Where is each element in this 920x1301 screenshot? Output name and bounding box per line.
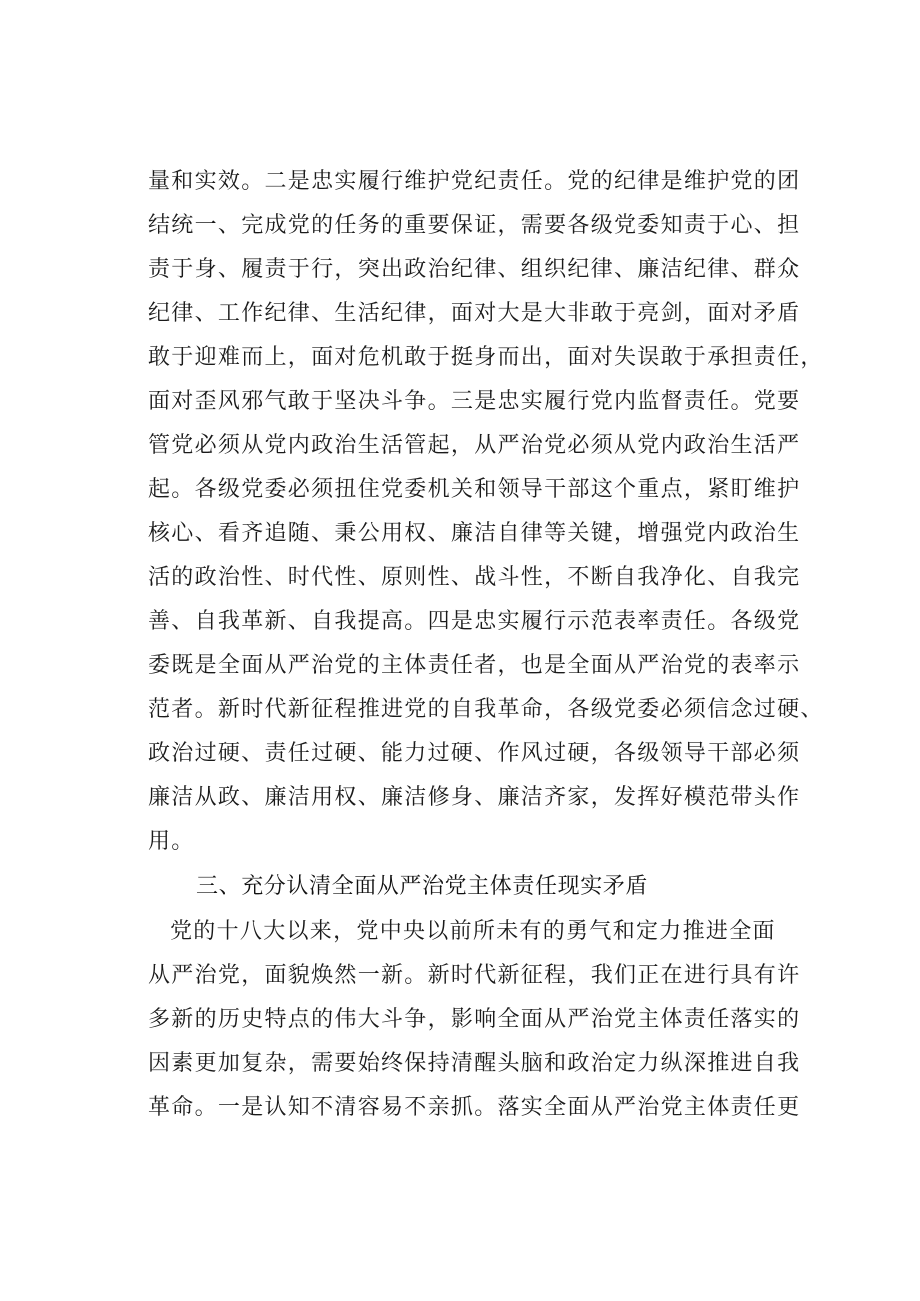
text-line: 范者。新时代新征程推进党的自我革命，各级党委必须信念过硬、	[148, 697, 824, 722]
paragraph-2	[148, 910, 828, 1130]
text-line: 多新的历史特点的伟大斗争，影响全面从严治党主体责任落实的	[148, 1007, 801, 1032]
text-line: 党的十八大以来，党中央以前所未有的勇气和定力推进全面	[170, 919, 776, 944]
text-line: 敢于迎难而上，面对危机敢于挺身而出，面对失误敢于承担责任，	[148, 345, 824, 370]
text-line: 用。	[148, 829, 195, 854]
text-line: 从严治党，面貌焕然一新。新时代新征程，我们正在进行具有许	[148, 963, 801, 988]
text-line: 责于身、履责于行，突出政治纪律、组织纪律、廉洁纪律、群众	[148, 257, 801, 282]
text-line: 委既是全面从严治党的主体责任者，也是全面从严治党的表率示	[148, 653, 801, 678]
text-line: 因素更加复杂，需要始终保持清醒头脑和政治定力纵深推进自我	[148, 1051, 801, 1076]
text-line: 廉洁从政、廉洁用权、廉洁修身、廉洁齐家，发挥好模范带头作	[148, 785, 801, 810]
document-body	[148, 160, 828, 1130]
text-line: 革命。一是认知不清容易不亲抓。落实全面从严治党主体责任更	[148, 1095, 801, 1120]
text-line: 核心、看齐追随、秉公用权、廉洁自律等关键，增强党内政治生	[148, 521, 801, 546]
text-line: 起。各级党委必须扭住党委机关和领导干部这个重点，紧盯维护	[148, 477, 801, 502]
text-line: 面对歪风邪气敢于坚决斗争。三是忠实履行党内监督责任。党要	[148, 389, 801, 414]
section-heading: 三、充分认清全面从严治党主体责任现实矛盾	[196, 874, 649, 899]
paragraph-1	[148, 160, 828, 864]
text-line: 结统一、完成党的任务的重要保证，需要各级党委知责于心、担	[148, 213, 801, 238]
text-line: 活的政治性、时代性、原则性、战斗性，不断自我净化、自我完	[148, 565, 801, 590]
text-line: 管党必须从党内政治生活管起，从严治党必须从党内政治生活严	[148, 433, 801, 458]
text-line: 政治过硬、责任过硬、能力过硬、作风过硬，各级领导干部必须	[148, 741, 801, 766]
text-line: 纪律、工作纪律、生活纪律，面对大是大非敢于亮剑，面对矛盾	[148, 301, 801, 326]
text-line: 善、自我革新、自我提高。四是忠实履行示范表率责任。各级党	[148, 609, 801, 634]
text-line: 量和实效。二是忠实履行维护党纪责任。党的纪律是维护党的团	[148, 169, 801, 194]
